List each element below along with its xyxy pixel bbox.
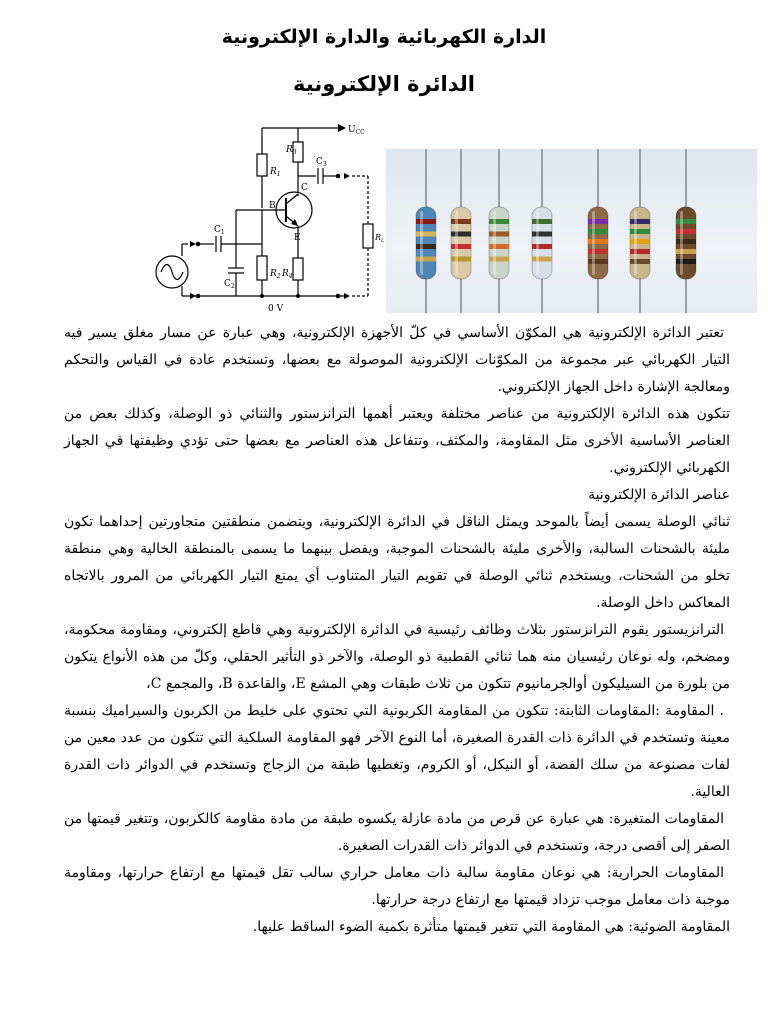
r4-resistor: [293, 258, 303, 280]
ucc-arrow-icon: [338, 124, 346, 132]
article-body: [64, 320, 730, 941]
resistor-component: [676, 149, 696, 313]
r2-label: $R_2$: [270, 269, 281, 280]
c3-label: $C_3$: [316, 157, 327, 168]
resistor-component: [489, 149, 509, 313]
paragraph-components: تتكون هذه الدائرة الإلكترونية من عناصر مختلفة ويعتبر أهمها الترانزستور والثنائي ذو الوصلة، وكذلك بعض من العناصر الأساسية الأخرى مثل المقاومة، والمكثف، وتتفاعل هذه العناصر مع بعضها حتى تؤدي وظيفتها في الجهاز الكهربائي الإلكتروني.: [64, 406, 730, 476]
base-label: B: [269, 201, 276, 211]
paragraph-photo-resistor: المقاومة الضوئية: هي المقاومة التي تتغير قيمتها متأثرة بكمية الضوء الساقط عليها.: [252, 919, 730, 935]
resistor-component: [532, 149, 552, 313]
c1-label: $C_1$: [214, 225, 225, 236]
resistor-component: [451, 149, 471, 313]
rl-label: $R_L$: [375, 233, 385, 244]
r2-resistor: [257, 256, 267, 280]
transistor-amplifier-circuit-diagram: [148, 118, 385, 318]
output-arrow-icon: [344, 173, 350, 179]
section-heading: عناصر الدائرة الإلكترونية: [588, 487, 730, 503]
collector-label: C: [301, 183, 308, 193]
ucc-label: $U_{CC}$: [348, 125, 365, 136]
section-title: الدائرة الإلكترونية: [293, 72, 475, 96]
r1-label: $R_1$: [270, 167, 281, 178]
resistors-photo: [386, 149, 757, 313]
c2-label: $C_2$: [224, 279, 235, 290]
paragraph-variable-resistors: المقاومات المتغيرة: هي عبارة عن قرص من مادة عازلة يكسوه طبقة من مادة مقاومة كالكربون، وتتغير قيمتها من الصفر إلى أقصى درجة، وتستخدم في الدوائر ذات القدرات الصغيرة.: [64, 811, 730, 854]
emitter-label: E: [294, 233, 301, 243]
resistor-component: [416, 149, 436, 313]
r4-label: $R_4$: [282, 269, 293, 280]
paragraph-fixed-resistors: . المقاومة :المقاومات الثابتة: تتكون من المقاومة الكربونية التي تحتوي على خليط من الكربون والسيراميك بنسبة معينة وتستخدم في الدائرة ذات القدرة الصغيرة، أما النوع الآخر فهو المقاومة السلكية التي تتكون من عدد معين من لفات مصنوعة من سلك الفضة، أو النيكل، أو الكروم، وتغطيها طبقة من الزجاج وتستخدم في الدوائر ذات القدرة العالية.: [64, 703, 730, 800]
paragraph-transistor: الترانزيستور يقوم الترانزستور بثلاث وظائف رئيسية في الدائرة الإلكترونية وهي قاطع إلكتروني، ومقاومة محكومة، ومضخم، وله نوعان رئيسيان منه هما ثنائي القطبية ذو الوصلة، والآخر ذو التأثير الحقلي، وكلّ من هذه الأنواع يتكون من بلورة من السيليكون أوالجرمانيوم تتكون من ثلاث طبقات وهي المشع E، والقاعدة B، والمجمع C،: [64, 622, 730, 692]
zero-volt-label: 0 V: [268, 304, 284, 314]
r3-label: $R_3$: [286, 145, 297, 156]
paragraph-thermal-resistors: المقاومات الحرارية: هي نوعان مقاومة سالبة ذات معامل حراري سالب تقل قيمتها مع ارتفاع حرارتها، ومقاومة موجبة ذات معامل موجب تزداد قيمتها مع ارتفاع درجة حرارتها.: [64, 865, 730, 908]
resistor-component: [630, 149, 650, 313]
page-title: الدارة الكهربائية والدارة الإلكترونية: [221, 26, 547, 48]
load-resistor: [363, 224, 373, 248]
resistor-component: [588, 149, 608, 313]
paragraph-intro: تعتبر الدائرة الإلكترونية هي المكوّن الأساسي في كلّ الأجهزة الإلكترونية، وهي عبارة عن مسار مغلق يسير فيه التيار الكهربائي عبر مجموعة من المكوّنات الإلكترونية الموصولة مع بعضها، وتستخدم عادة في القياس والتحكم ومعالجة الإشارة داخل الجهاز الإلكتروني.: [64, 325, 730, 395]
r1-resistor: [257, 154, 267, 176]
paragraph-diode: ثنائي الوصلة يسمى أيضاً بالموحد ويمثل الناقل في الدائرة الإلكترونية، ويتضمن منطقتين متجاورتين إحداهما تكون مليئة بالشحنات السالبة، والأخرى مليئة بالشحنات الموجبة، ويفصل بينهما ما يسمى بالمنطقة الخالية وهي منطقة تخلو من الشحنات، ويستخدم ثنائي الوصلة في تقويم التيار المتناوب أي يمنع التيار الكهربائي من المرور بالاتجاه المعاكس داخل الوصلة.: [64, 514, 730, 611]
input-arrow-icon: [190, 241, 196, 247]
